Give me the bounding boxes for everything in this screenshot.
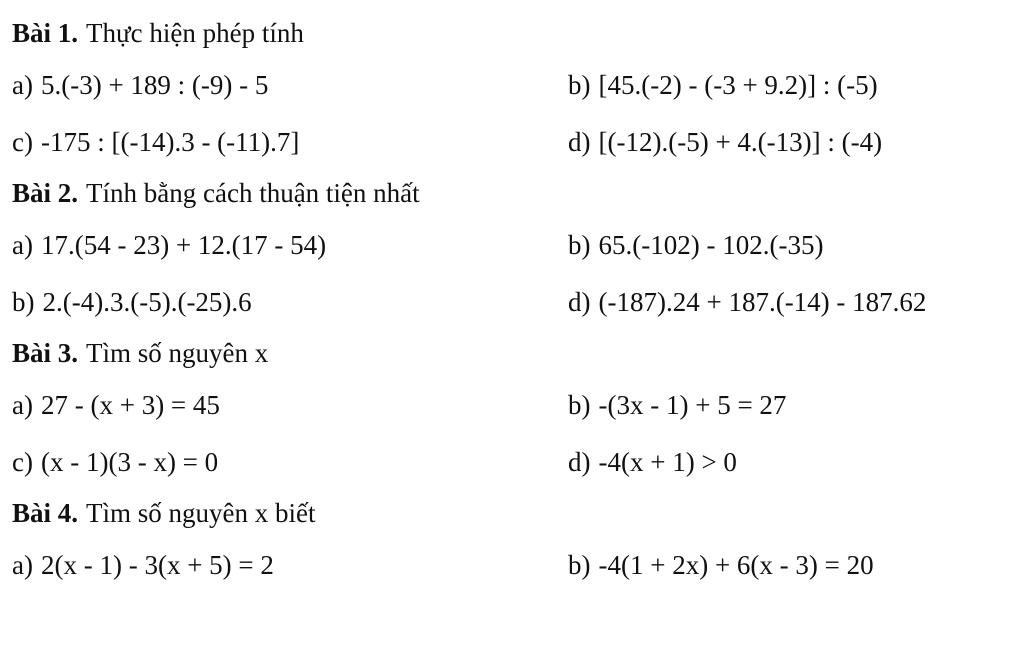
problem-label: a)	[12, 549, 33, 580]
problem-label: a)	[12, 389, 33, 420]
problem-expression: -4(x + 1) > 0	[598, 446, 737, 477]
problem-item	[568, 227, 1008, 263]
exercise-number: Bài 3.	[12, 338, 79, 368]
problem-label: b)	[12, 286, 35, 317]
exercise-3	[12, 330, 1024, 490]
problem-expression: [45.(-2) - (-3 + 9.2)] : (-5)	[598, 69, 878, 100]
problem-expression: [(-12).(-5) + 4.(-13)] : (-4)	[598, 126, 883, 157]
exercise-number: Bài 1.	[12, 18, 79, 48]
exercise-1	[12, 10, 1024, 170]
problem-row	[12, 56, 1024, 113]
exercise-number: Bài 4.	[12, 498, 79, 528]
problem-item	[568, 67, 1008, 103]
problem-expression: 17.(54 - 23) + 12.(17 - 54)	[40, 229, 327, 260]
problem-item	[568, 444, 1008, 480]
exercise-instruction: Thực hiện phép tính	[86, 18, 304, 48]
exercise-1-title	[12, 10, 1024, 56]
problem-label: a)	[12, 229, 33, 260]
problem-item	[568, 547, 1008, 583]
problem-row	[12, 113, 1024, 170]
problem-expression: 27 - (x + 3) = 45	[40, 389, 220, 420]
problem-expression: (x - 1)(3 - x) = 0	[40, 446, 219, 477]
problem-expression: -4(1 + 2x) + 6(x - 3) = 20	[598, 549, 874, 580]
problem-label: b)	[568, 69, 591, 100]
exercise-instruction: Tìm số nguyên x biết	[86, 498, 316, 528]
exercise-2-title	[12, 170, 1024, 216]
exercise-4-title	[12, 490, 1024, 536]
problem-item	[12, 547, 568, 583]
exercise-3-title	[12, 330, 1024, 376]
problem-item	[12, 227, 568, 263]
exercise-instruction: Tìm số nguyên x	[86, 338, 269, 368]
problem-expression: -175 : [(-14).3 - (-11).7]	[40, 126, 300, 157]
problem-item	[12, 444, 568, 480]
problem-item	[12, 124, 568, 160]
problem-label: c)	[12, 446, 33, 477]
problem-label: b)	[568, 549, 591, 580]
problem-row	[12, 216, 1024, 273]
exercise-number: Bài 2.	[12, 178, 79, 208]
problem-expression: 65.(-102) - 102.(-35)	[598, 229, 824, 260]
problem-item	[568, 387, 1008, 423]
problem-item	[568, 284, 1008, 320]
problem-expression: 2(x - 1) - 3(x + 5) = 2	[40, 549, 274, 580]
problem-label: c)	[12, 126, 33, 157]
problem-expression: 2.(-4).3.(-5).(-25).6	[42, 286, 252, 317]
problem-label: d)	[568, 126, 591, 157]
problem-label: d)	[568, 286, 591, 317]
problem-row	[12, 376, 1024, 433]
problem-row	[12, 273, 1024, 330]
problem-expression: (-187).24 + 187.(-14) - 187.62	[598, 286, 927, 317]
problem-item	[12, 387, 568, 423]
problem-row	[12, 536, 1024, 593]
problem-item	[12, 67, 568, 103]
problem-label: d)	[568, 446, 591, 477]
exercise-4	[12, 490, 1024, 593]
exercise-2	[12, 170, 1024, 330]
problem-row	[12, 433, 1024, 490]
problem-label: b)	[568, 389, 591, 420]
problem-label: a)	[12, 69, 33, 100]
exercise-instruction: Tính bằng cách thuận tiện nhất	[86, 178, 420, 208]
problem-item	[12, 284, 568, 320]
problem-item	[568, 124, 1008, 160]
problem-expression: -(3x - 1) + 5 = 27	[598, 389, 787, 420]
problem-expression: 5.(-3) + 189 : (-9) - 5	[40, 69, 269, 100]
problem-label: b)	[568, 229, 591, 260]
